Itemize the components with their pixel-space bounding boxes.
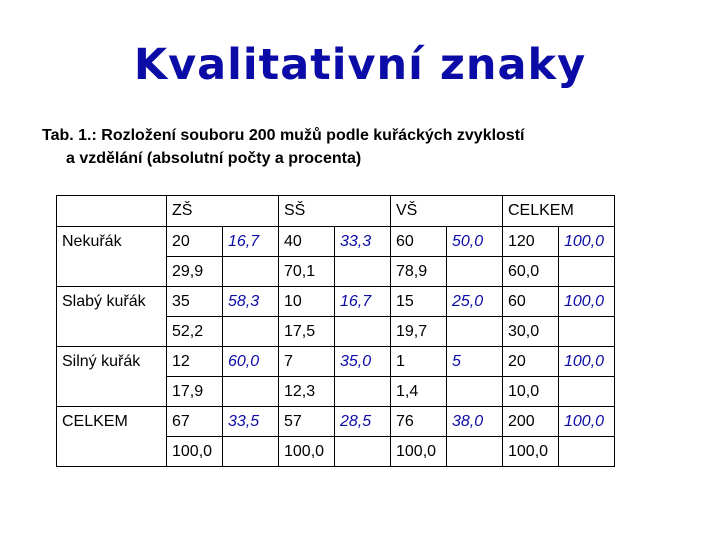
empty-cell: [223, 437, 279, 467]
empty-cell: [559, 257, 615, 287]
count-cell: 35: [167, 287, 223, 317]
column-header-vs: VŠ: [391, 196, 503, 227]
row-percent-cell: 38,0: [447, 407, 503, 437]
row-percent-cell: 33,3: [335, 227, 391, 257]
column-percent-cell: 70,1: [279, 257, 335, 287]
column-percent-cell: 100,0: [279, 437, 335, 467]
column-percent-cell: 30,0: [503, 317, 559, 347]
count-cell: 57: [279, 407, 335, 437]
header-row: [57, 196, 615, 227]
table-caption: [42, 124, 682, 170]
row-percent-cell: 58,3: [223, 287, 279, 317]
count-cell: 15: [391, 287, 447, 317]
caption-line-1: Tab. 1.: Rozložení souboru 200 mužů podle kuřáckých zvyklostí: [42, 127, 525, 144]
empty-cell: [335, 257, 391, 287]
empty-cell: [335, 317, 391, 347]
table-row: [57, 287, 615, 317]
row-label-silny-kurak: Silný kuřák: [57, 347, 167, 407]
column-percent-cell: 60,0: [503, 257, 559, 287]
column-percent-cell: 52,2: [167, 317, 223, 347]
count-cell: 20: [167, 227, 223, 257]
row-percent-cell: 100,0: [559, 347, 615, 377]
column-header-zs: ZŠ: [167, 196, 279, 227]
row-percent-cell: 60,0: [223, 347, 279, 377]
row-label-celkem: CELKEM: [57, 407, 167, 467]
row-percent-cell: 33,5: [223, 407, 279, 437]
empty-cell: [223, 257, 279, 287]
column-percent-cell: 29,9: [167, 257, 223, 287]
row-percent-cell: 5: [447, 347, 503, 377]
empty-cell: [447, 257, 503, 287]
column-header-celkem: CELKEM: [503, 196, 615, 227]
contingency-table: [56, 195, 615, 467]
empty-cell: [335, 377, 391, 407]
row-label-slaby-kurak: Slabý kuřák: [57, 287, 167, 347]
empty-cell: [223, 377, 279, 407]
page-title: Kvalitativní znaky: [133, 40, 587, 90]
row-percent-cell: 100,0: [559, 287, 615, 317]
row-percent-cell: 50,0: [447, 227, 503, 257]
empty-cell: [447, 437, 503, 467]
empty-cell: [223, 317, 279, 347]
empty-cell: [559, 317, 615, 347]
count-cell: 10: [279, 287, 335, 317]
row-percent-cell: 28,5: [335, 407, 391, 437]
corner-cell: [57, 196, 167, 227]
column-percent-cell: 78,9: [391, 257, 447, 287]
row-percent-cell: 100,0: [559, 407, 615, 437]
table-row: [57, 347, 615, 377]
row-percent-cell: 100,0: [559, 227, 615, 257]
count-cell: 12: [167, 347, 223, 377]
count-cell: 120: [503, 227, 559, 257]
count-cell: 40: [279, 227, 335, 257]
row-label-nekurak: Nekuřák: [57, 227, 167, 287]
column-percent-cell: 100,0: [391, 437, 447, 467]
empty-cell: [335, 437, 391, 467]
count-cell: 76: [391, 407, 447, 437]
column-percent-cell: 17,9: [167, 377, 223, 407]
row-percent-cell: 16,7: [223, 227, 279, 257]
caption-line-2: a vzdělání (absolutní počty a procenta): [66, 150, 362, 167]
column-percent-cell: 100,0: [503, 437, 559, 467]
column-header-ss: SŠ: [279, 196, 391, 227]
count-cell: 20: [503, 347, 559, 377]
table-row: [57, 407, 615, 437]
column-percent-cell: 100,0: [167, 437, 223, 467]
empty-cell: [559, 377, 615, 407]
column-percent-cell: 1,4: [391, 377, 447, 407]
count-cell: 67: [167, 407, 223, 437]
table-row: [57, 227, 615, 257]
count-cell: 200: [503, 407, 559, 437]
column-percent-cell: 10,0: [503, 377, 559, 407]
column-percent-cell: 17,5: [279, 317, 335, 347]
column-percent-cell: 19,7: [391, 317, 447, 347]
count-cell: 7: [279, 347, 335, 377]
count-cell: 1: [391, 347, 447, 377]
row-percent-cell: 25,0: [447, 287, 503, 317]
empty-cell: [447, 377, 503, 407]
row-percent-cell: 16,7: [335, 287, 391, 317]
empty-cell: [559, 437, 615, 467]
column-percent-cell: 12,3: [279, 377, 335, 407]
count-cell: 60: [391, 227, 447, 257]
count-cell: 60: [503, 287, 559, 317]
empty-cell: [447, 317, 503, 347]
row-percent-cell: 35,0: [335, 347, 391, 377]
